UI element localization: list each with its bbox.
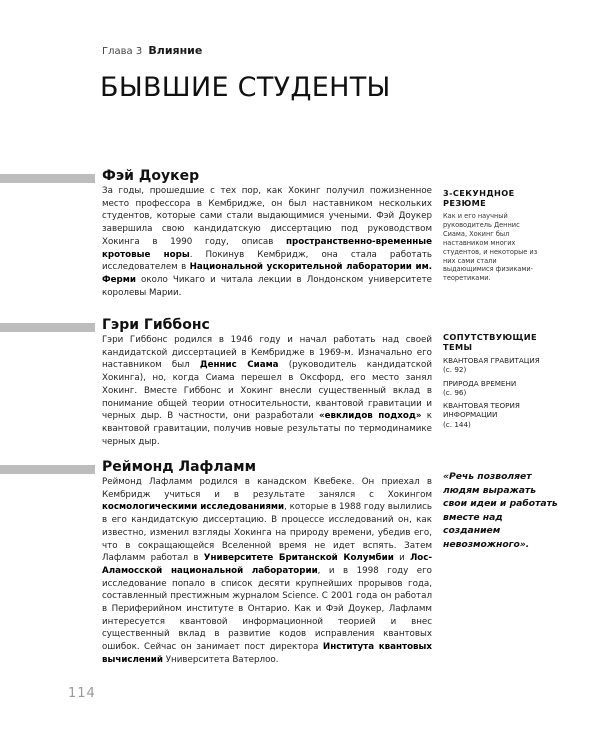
- related-topic-page: (с. 144): [443, 419, 471, 429]
- section-body-laflamme: Реймонд Лафламм родился в канадском Квебеке. Он приехал в Кембридж учиться и в результате занялся с Хокингом космологическими исследованиями, которые в 1988 году вылились в его кандидатскую диссертацию. В процессе исследований он, как известно, изменил взгляды Хокинга на природу времени, убедив его, что в сокращающейся Вселенной время не идет вспять. Затем Лафламм работал в Университете Британской Колумбии и Лос-Аламосской национальной лаборатории, и в 1998 году его исследование попало в список десяти крупнейших прорывов года, составленный престижным журналом Science. С 2001 года он работал в Периферийном институте в Онтарио. Как и Фэй Доукер, Лафламм интересуется квантовой информационной теорией и внес существенный вклад в развитие кодов исправления квантовых ошибок. Сейчас он занимает пост директора Института квантовых вычислений Университета Ватерлоо.: [102, 477, 433, 665]
- section-body-gibbons: Гэри Гиббонс родился в 1946 году и начал работать над своей кандидатской диссертацией в Кембридже в 1969-м. Изначально его наставником был Деннис Сиама (руководитель кандидатской Хокинга), но, когда Сиама перешел в Оксфорд, его место занял Хокинг. Вместе Гиббонс и Хокинг внесли существенный вклад в понимание общей теории относительности, квантовой гравитации и черных дыр. В частности, они разработали «евклидов подход» к квантовой гравитации, получив новые результаты по термодинамике черных дыр.: [102, 335, 432, 447]
- related-topic-label: КВАНТОВАЯ ГРАВИТАЦИЯ: [443, 356, 540, 365]
- related-topics-box: [443, 332, 583, 433]
- section-bar-1: [0, 174, 95, 183]
- section-body-dowker: За годы, прошедшие с тех пор, как Хокинг получил пожизненное место профессора в Кембридже, он был наставником нескольких студентов, которые сами стали выдающимися учеными. Фэй Доукер завершила свою кандидатскую диссертацию под руководством Хокинга в 1990 году, описав пространственно-временные кротовые норы. Покинув Кембридж, она стала работать исследователем в Национальной ускорительной лаборатории им. Ферми около Чикаго и читала лекции в Лондонском университете королевы Марии.: [102, 186, 432, 298]
- related-topic-item: [443, 356, 553, 375]
- section-bar-3: [0, 465, 95, 474]
- related-topic-label: ПРИРОДА ВРЕМЕНИ: [443, 378, 517, 388]
- related-topic-label: КВАНТОВАЯ ТЕОРИЯ ИНФОРМАЦИИ: [443, 401, 520, 420]
- chapter-name: Влияние: [148, 44, 203, 57]
- related-topic-item: [443, 379, 553, 398]
- related-topics-list: [443, 356, 553, 429]
- section-heading-gibbons: Гэри Гиббонс: [102, 317, 210, 333]
- pull-quote: «Речь позволяет людям выражать свои идеи и работать вместе над созданием невозможного».: [443, 471, 558, 550]
- section-heading-dowker: Фэй Доукер: [102, 168, 200, 184]
- page-title: БЫВШИЕ СТУДЕНТЫ: [100, 72, 391, 103]
- section-heading-laflamme: Реймонд Лафламм: [102, 459, 257, 475]
- summary-heading: 3-СЕКУНДНОЕ РЕЗЮМЕ: [443, 188, 515, 208]
- chapter-label: Глава 3: [102, 46, 143, 57]
- page-number: 114: [68, 686, 96, 701]
- chapter-header: [102, 44, 202, 57]
- section-bar-2: [0, 323, 95, 332]
- summary-text: Как и его научный руководитель Деннис Сиама, Хокинг был наставником многих студентов, и некоторые из них сами стали выдающимися физиками-теоретиками.: [443, 212, 538, 283]
- related-topic-item: [443, 401, 553, 429]
- related-heading: СОПУТСТВУЮЩИЕ ТЕМЫ: [443, 332, 537, 352]
- related-topic-page: (с. 92): [443, 365, 467, 375]
- related-topic-page: (с. 96): [443, 387, 467, 397]
- summary-box: [443, 188, 583, 283]
